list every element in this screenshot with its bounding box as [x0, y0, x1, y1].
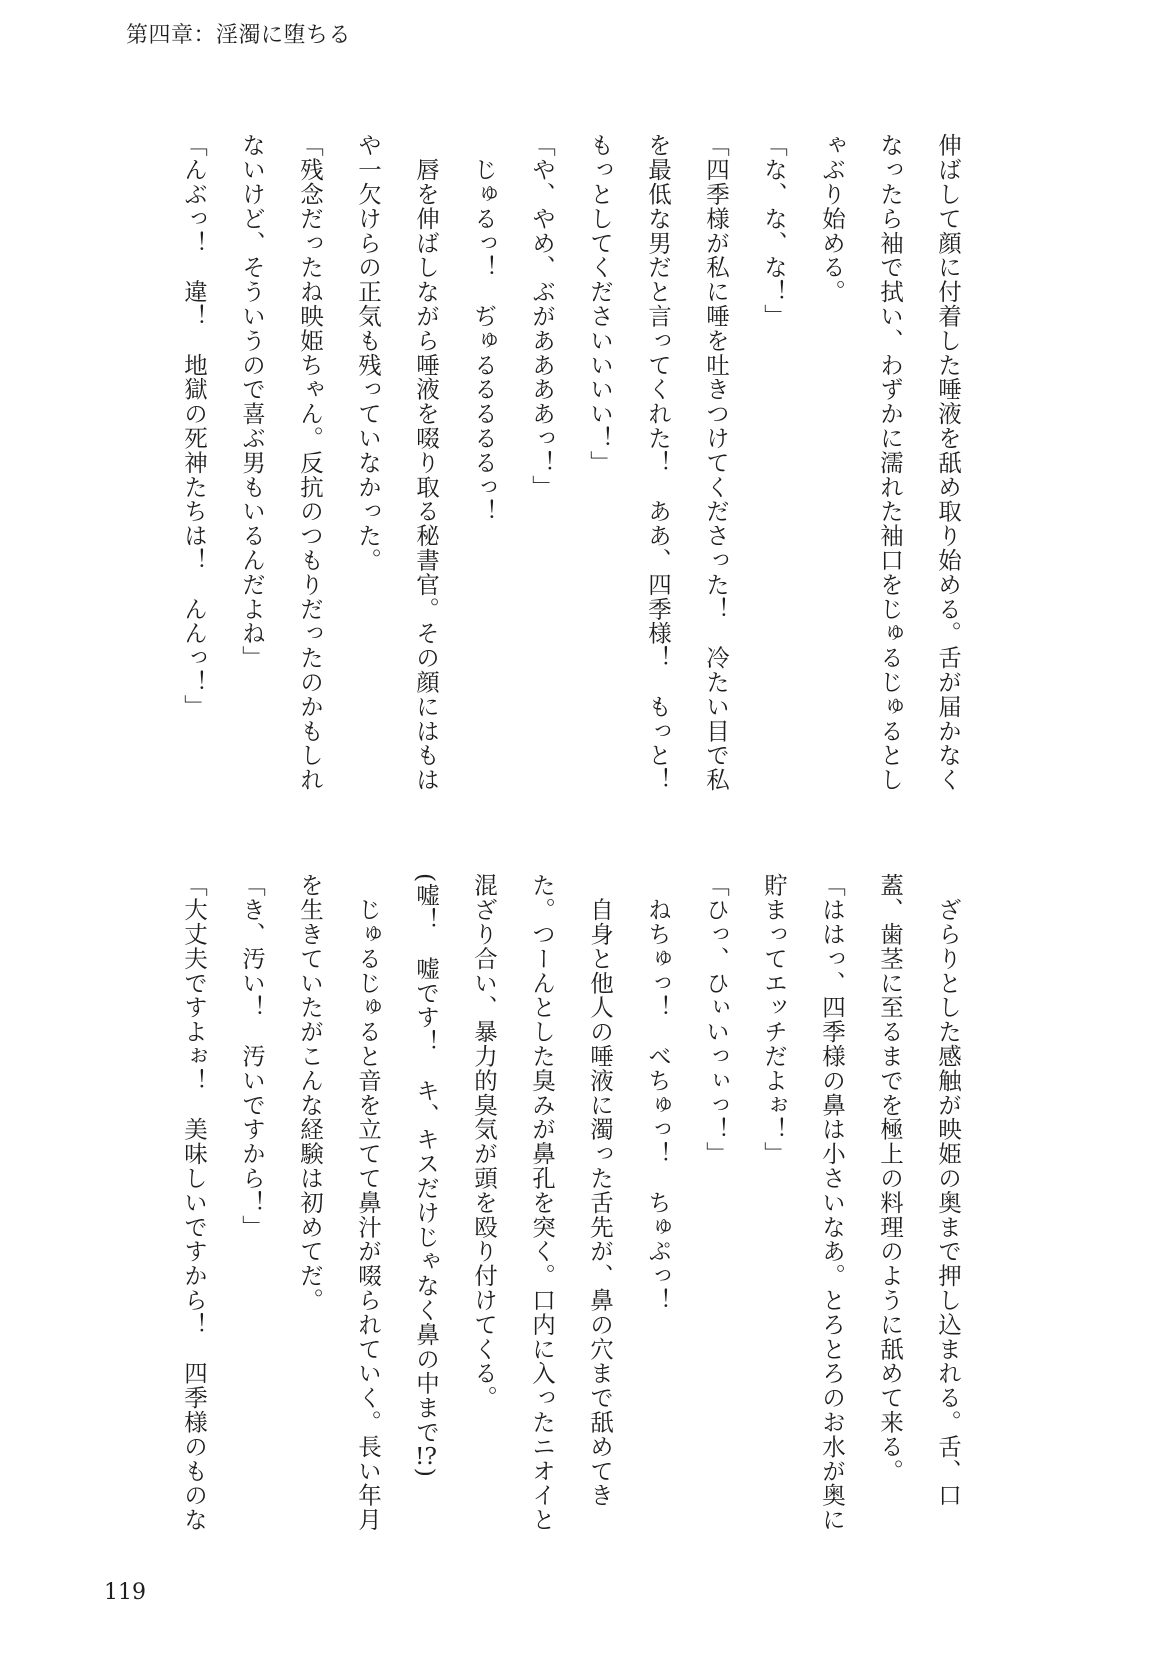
- text-column: 「き、汚い！ 汚いですから！」: [238, 873, 266, 1239]
- text-column: ないけど、そういうので喜ぶ男もいるんだよね」: [238, 133, 266, 670]
- tate-chu-yoko-marks: !?: [414, 1444, 438, 1468]
- text-column: 貯まってエッチだよぉ！」: [760, 873, 788, 1166]
- text-column: じゅるっ！ ぢゅるるるるるっ！: [470, 133, 498, 524]
- text-column: 「ははっ、四季様の鼻は小さいなあ。とろとろのお水が奥に: [818, 873, 846, 1532]
- lower-text-block: [165, 873, 977, 1543]
- text-column: 「な、な、な！」: [760, 133, 788, 329]
- text-column: 「ひっ、ひぃいっぃっ！」: [702, 873, 730, 1166]
- closing-paren: ): [412, 1467, 440, 1478]
- text-column: 「残念だったね映姫ちゃん。反抗のつもりだったのかもしれ: [296, 133, 324, 792]
- text-column: 「大丈夫ですよぉ！ 美味しいですから！ 四季様のものな: [180, 873, 208, 1532]
- text-column: 蓋、歯茎に至るまでを極上の料理のように舐めて来る。: [876, 873, 904, 1483]
- text-run: (嘘！ 嘘です！ キ、キスだけじゃなく鼻の中まで: [412, 873, 440, 1445]
- text-column: 「四季様が私に唾を吐きつけてくださった！ 冷たい目で私: [702, 133, 730, 792]
- text-column-inner-thought: [397, 873, 455, 1543]
- text-column: を生きていたがこんな経験は初めてだ。: [296, 873, 324, 1313]
- text-column: ゃぶり始める。: [818, 133, 846, 304]
- text-column: 自身と他人の唾液に濁った舌先が、鼻の穴まで舐めてき: [586, 873, 614, 1508]
- text-column: じゅるじゅると音を立てて鼻汁が啜られていく。長い年月: [354, 873, 382, 1532]
- text-column: 伸ばして顔に付着した唾液を舐め取り始める。舌が届かなく: [934, 133, 962, 792]
- text-column: 唇を伸ばしながら唾液を啜り取る秘書官。その顔にはもは: [412, 133, 440, 792]
- upper-text-block: [165, 133, 977, 803]
- text-column: ねちゅっ！ べちゅっ！ ちゅぷっ！: [644, 873, 672, 1313]
- page-number: 119: [104, 1580, 146, 1605]
- text-column: た。つーんとした臭みが鼻孔を突く。口内に入ったニオイと: [528, 873, 556, 1532]
- text-column: や一欠けらの正気も残っていなかった。: [354, 133, 382, 573]
- text-column: を最低な男だと言ってくれた！ ああ、四季様！ もっと！: [644, 133, 672, 792]
- text-column: ざらりとした感触が映姫の奥まで押し込まれる。舌、口: [934, 873, 962, 1508]
- text-column: なったら袖で拭い、わずかに濡れた袖口をじゅるじゅるとし: [876, 133, 904, 792]
- chapter-running-head: 第四章：淫濁に堕ちる: [126, 23, 352, 48]
- text-column: 「んぶっ！ 違！ 地獄の死神たちは！ んんっ！」: [180, 133, 208, 719]
- text-column: 混ざり合い、暴力的臭気が頭を殴り付けてくる。: [470, 873, 498, 1410]
- text-column: もっとしてくださいいいい！」: [586, 133, 614, 475]
- text-column: 「や、やめ、ぶがああああっ！」: [528, 133, 556, 499]
